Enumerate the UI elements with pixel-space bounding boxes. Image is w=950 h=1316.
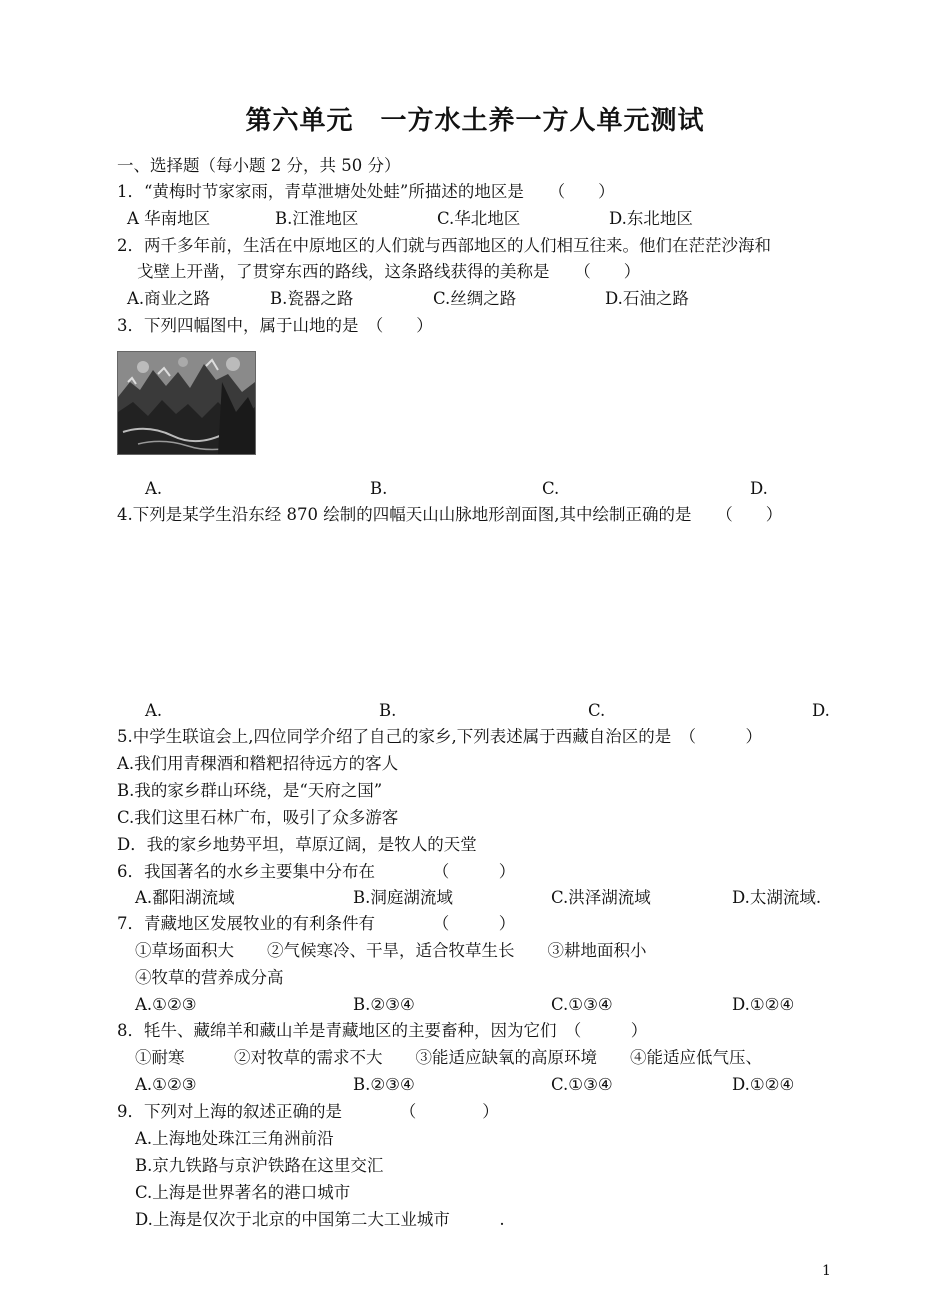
question-6-stem: 6．我国著名的水乡主要集中分布在 （ ） bbox=[117, 862, 516, 881]
question-1-stem: 1．“黄梅时节家家雨，青草泄塘处处蛙”所描述的地区是 （ ） bbox=[117, 182, 615, 201]
q1-option-c: C.华北地区 bbox=[437, 209, 521, 228]
q8-option-d: D.①②④ bbox=[732, 1075, 795, 1094]
question-9-stem: 9．下列对上海的叙述正确的是 （ ） bbox=[117, 1102, 499, 1121]
question-7-stem: 7．青藏地区发展牧业的有利条件有 （ ） bbox=[117, 914, 516, 933]
q2-option-a: A.商业之路 bbox=[127, 289, 211, 308]
q1-option-b: B.江淮地区 bbox=[275, 209, 359, 228]
q7-option-a: A.①②③ bbox=[135, 995, 197, 1014]
q7-option-b: B.②③④ bbox=[353, 995, 415, 1014]
question-8-stem: 8．牦牛、藏绵羊和藏山羊是青藏地区的主要畜种，因为它们 （ ） bbox=[117, 1021, 648, 1040]
q7-items-line2: ④牧草的营养成分高 bbox=[135, 968, 284, 987]
q6-option-c: C.洪泽湖流域 bbox=[551, 888, 651, 907]
q5-option-b: B.我的家乡群山环绕，是“天府之国” bbox=[117, 781, 383, 800]
q9-option-a: A.上海地处珠江三角洲前沿 bbox=[135, 1129, 334, 1148]
question-2-stem-line2: 戈壁上开凿，了贯穿东西的路线，这条路线获得的美称是 （ ） bbox=[137, 262, 641, 281]
q2-option-d: D.石油之路 bbox=[605, 289, 689, 308]
q3-option-a: A. bbox=[145, 479, 163, 498]
q5-option-d: D．我的家乡地势平坦，草原辽阔，是牧人的天堂 bbox=[117, 835, 477, 854]
q8-option-a: A.①②③ bbox=[135, 1075, 197, 1094]
q4-option-b: B. bbox=[379, 701, 397, 720]
q4-option-d: D. bbox=[812, 701, 830, 720]
q3-option-c: C. bbox=[542, 479, 560, 498]
q4-option-c: C. bbox=[588, 701, 606, 720]
q4-option-a: A. bbox=[145, 701, 163, 720]
q3-option-d: D. bbox=[750, 479, 768, 498]
q6-option-a: A.鄱阳湖流域 bbox=[135, 888, 235, 907]
q7-option-c: C.①③④ bbox=[551, 995, 613, 1014]
question-3-stem: 3．下列四幅图中，属于山地的是 （ ） bbox=[117, 316, 433, 335]
q3-option-b: B. bbox=[370, 479, 388, 498]
q8-items-line1: ①耐寒 ②对牧草的需求不大 ③能适应缺氧的高原环境 ④能适应低气压、 bbox=[135, 1048, 762, 1067]
q5-option-c: C.我们这里石林广布，吸引了众多游客 bbox=[117, 808, 399, 827]
question-4-stem: 4.下列是某学生沿东经 870 绘制的四幅天山山脉地形剖面图,其中绘制正确的是 （ ） bbox=[117, 505, 783, 524]
q9-option-c: C.上海是世界著名的港口城市 bbox=[135, 1183, 351, 1202]
question-5-stem: 5.中学生联谊会上,四位同学介绍了自己的家乡,下列表述属于西藏自治区的是 （ ） bbox=[117, 727, 762, 746]
q8-option-b: B.②③④ bbox=[353, 1075, 415, 1094]
q7-option-d: D.①②④ bbox=[732, 995, 795, 1014]
page-number: 1 bbox=[822, 1263, 831, 1279]
q9-option-d: D.上海是仅次于北京的中国第二大工业城市 . bbox=[135, 1210, 505, 1229]
question-2-stem-line1: 2．两千多年前，生活在中原地区的人们就与西部地区的人们相互往来。他们在茫茫沙海和 bbox=[117, 236, 771, 255]
q6-option-b: B.洞庭湖流域 bbox=[353, 888, 453, 907]
mountain-picture bbox=[117, 351, 256, 455]
q8-option-c: C.①③④ bbox=[551, 1075, 613, 1094]
q2-option-b: B.瓷器之路 bbox=[270, 289, 354, 308]
q1-option-a: A 华南地区 bbox=[127, 209, 211, 228]
q6-option-d: D.太湖流域. bbox=[732, 888, 822, 907]
q9-option-b: B.京九铁路与京沪铁路在这里交汇 bbox=[135, 1156, 384, 1175]
section-heading: 一、选择题（每小题 2 分，共 50 分） bbox=[117, 156, 401, 175]
q5-option-a: A.我们用青稞酒和糌粑招待远方的客人 bbox=[117, 754, 399, 773]
page-title: 第六单元 一方水土养一方人单元测试 bbox=[245, 106, 705, 136]
q2-option-c: C.丝绸之路 bbox=[433, 289, 517, 308]
q7-items-line1: ①草场面积大 ②气候寒冷、干旱，适合牧草生长 ③耕地面积小 bbox=[135, 941, 647, 960]
q1-option-d: D.东北地区 bbox=[609, 209, 693, 228]
